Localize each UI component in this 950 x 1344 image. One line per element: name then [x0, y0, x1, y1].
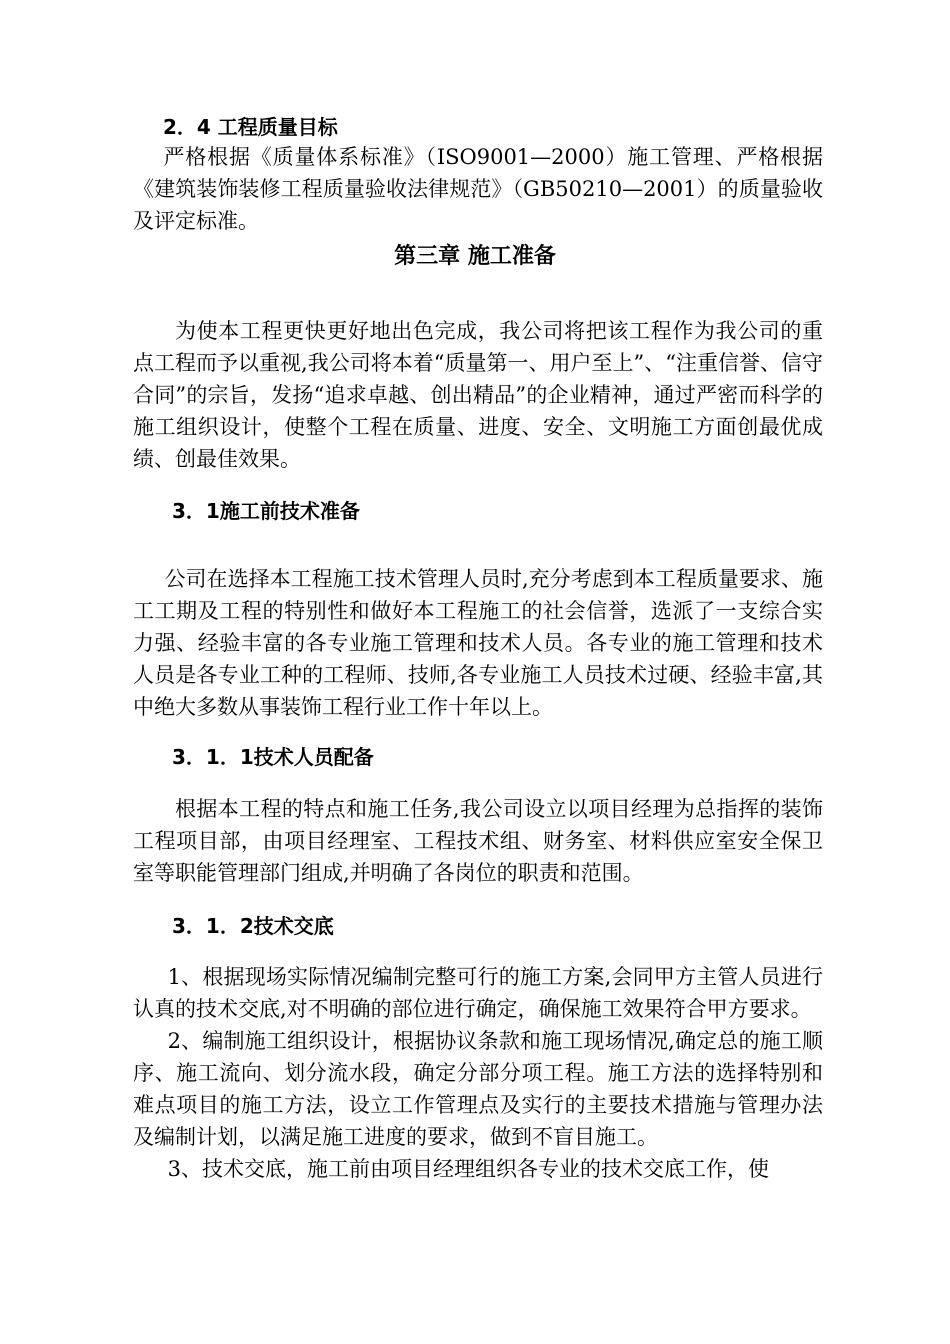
list-item: 1、根据现场实际情况编制完整可行的施工方案,会同甲方主管人员进行认真的技术交底,对不明确的部位进行确定，确保施工效果符合甲方要求。	[133, 965, 823, 1021]
section-heading-3-1-2: 3．1．2技术交底	[172, 914, 334, 938]
chapter-3-intro	[133, 315, 823, 475]
paragraph: 为使本工程更快更好地出色完成，我公司将把该工程作为我公司的重点工程而予以重视,我公司将本着“质量第一、用户至上”、“注重信誉、信守合同”的宗旨，发扬“追求卓越、创出精品”的企业精神，通过严密而科学的施工组织设计，使整个工程在质量、进度、安全、文明施工方面创最优成绩、创最佳效果。	[133, 319, 823, 471]
paragraph: 严格根据《质量体系标准》（ISO9001—2000）施工管理、严格根据《建筑装饰装修工程质量验收法律规范》（GB50210—2001）的质量验收及评定标准。	[133, 145, 823, 233]
paragraph: 根据本工程的特点和施工任务,我公司设立以项目经理为总指挥的装饰工程项目部，由项目经理室、工程技术组、财务室、材料供应室安全保卫室等职能管理部门组成,并明确了各岗位的职责和范围。	[133, 797, 823, 885]
paragraph: 公司在选择本工程施工技术管理人员时,充分考虑到本工程质量要求、施工工期及工程的特别性和做好本工程施工的社会信誉，选派了一支综合实力强、经验丰富的各专业施工管理和技术人员。各专业的施工管理和技术人员是各专业工种的工程师、技师,各专业施工人员技术过硬、经验丰富,其中绝大多数从事装饰工程行业工作十年以上。	[133, 567, 823, 719]
section-heading-3-1: 3．1施工前技术准备	[172, 499, 360, 523]
section-3-1-body	[133, 563, 823, 723]
section-3-1-1-body	[133, 793, 823, 889]
section-heading-2-4: 2．4 工程质量目标	[163, 115, 338, 139]
section-3-1-2-body	[133, 961, 823, 1185]
section-2-4-body	[133, 141, 823, 237]
section-heading-3-1-1: 3．1．1技术人员配备	[172, 745, 374, 769]
chapter-title: 第三章 施工准备	[394, 244, 556, 269]
list-item: 3、技术交底，施工前由项目经理组织各专业的技术交底工作，使	[167, 1157, 769, 1181]
list-item: 2、编制施工组织设计，根据协议条款和施工现场情况,确定总的施工顺序、施工流向、划分流水段，确定分部分项工程。施工方法的选择特别和难点项目的施工方法，设立工作管理点及实行的主要技术措施与管理办法及编制计划，以满足施工进度的要求，做到不盲目施工。	[133, 1029, 823, 1149]
